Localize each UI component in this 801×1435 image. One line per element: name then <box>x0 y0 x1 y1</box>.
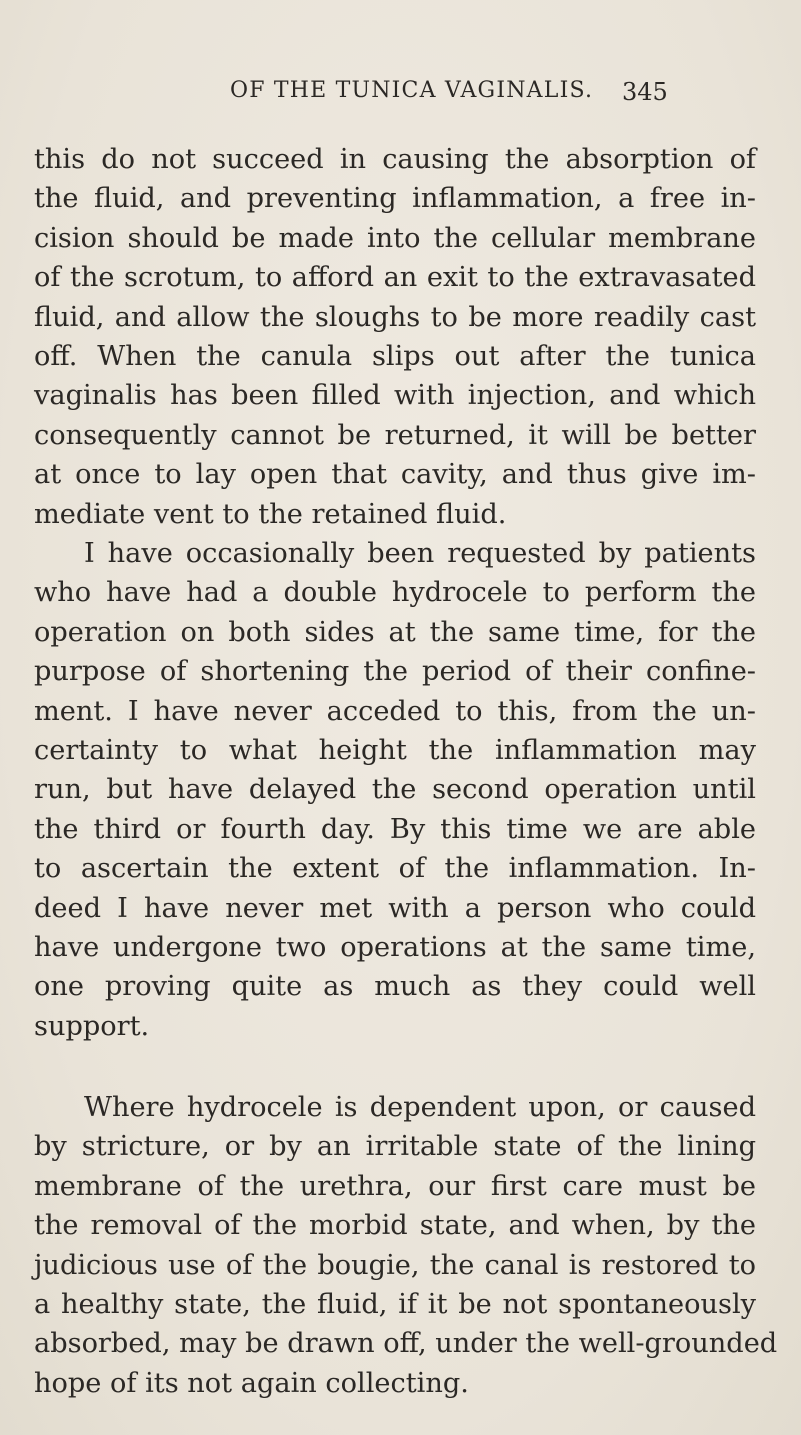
text-line: cision should be made into the cellular membrane <box>34 222 756 254</box>
text-line: purpose of shortening the period of their confine- <box>34 656 756 688</box>
text-line: ment. I have never acceded to this, from the un- <box>34 695 756 727</box>
text-line: mediate vent to the retained fluid. <box>34 498 507 530</box>
text-line: deed I have never met with a person who could <box>34 892 756 924</box>
text-line: this do not succeed in causing the absorption of <box>34 144 756 175</box>
text-line: hope of its not again collecting. <box>34 1367 469 1399</box>
text-line: membrane of the urethra, our first care must be <box>34 1170 756 1202</box>
text-line: the removal of the morbid state, and when, by the <box>34 1210 756 1242</box>
text-line: certainty to what height the inflammation may <box>34 734 756 766</box>
paragraph-2 <box>34 534 756 1046</box>
text-line: have undergone two operations at the same time, <box>34 931 756 963</box>
running-title: OF THE TUNICA VAGINALIS. <box>230 78 594 103</box>
text-line: a healthy state, the fluid, if it be not spontaneously <box>34 1288 756 1320</box>
text-line: to ascertain the extent of the inflammation. In- <box>34 853 756 885</box>
text-line: operation on both sides at the same time, for the <box>34 616 756 648</box>
text-line: who have had a double hydrocele to perform the <box>34 577 756 609</box>
text-line: the third or fourth day. By this time we are able <box>34 813 756 845</box>
text-line: by stricture, or by an irritable state of the lining <box>34 1131 756 1163</box>
text-line: judicious use of the bougie, the canal is restored to <box>34 1249 756 1281</box>
running-header <box>0 78 801 112</box>
text-line: run, but have delayed the second operation until <box>34 774 756 806</box>
text-line: the fluid, and preventing inflammation, a free in- <box>34 183 756 215</box>
text-line: consequently cannot be returned, it will be better <box>34 419 756 451</box>
text-line: I have occasionally been requested by patients <box>84 538 756 569</box>
paragraph-1 <box>34 140 756 534</box>
text-line: off. When the canula slips out after the tunica <box>34 340 756 372</box>
text-line: fluid, and allow the sloughs to be more readily cast <box>34 301 756 333</box>
page-number: 345 <box>622 78 668 106</box>
text-line: absorbed, may be drawn off, under the well-grounded <box>34 1328 778 1360</box>
text-line: of the scrotum, to afford an exit to the extravasated <box>34 262 756 294</box>
text-line: at once to lay open that cavity, and thus give im- <box>34 459 756 491</box>
text-line: Where hydrocele is dependent upon, or caused <box>84 1092 756 1123</box>
text-line: support. <box>34 1010 150 1042</box>
text-line: one proving quite as much as they could well <box>34 971 756 1003</box>
paragraph-3 <box>34 1088 778 1403</box>
text-line: vaginalis has been filled with injection, and which <box>34 380 756 412</box>
